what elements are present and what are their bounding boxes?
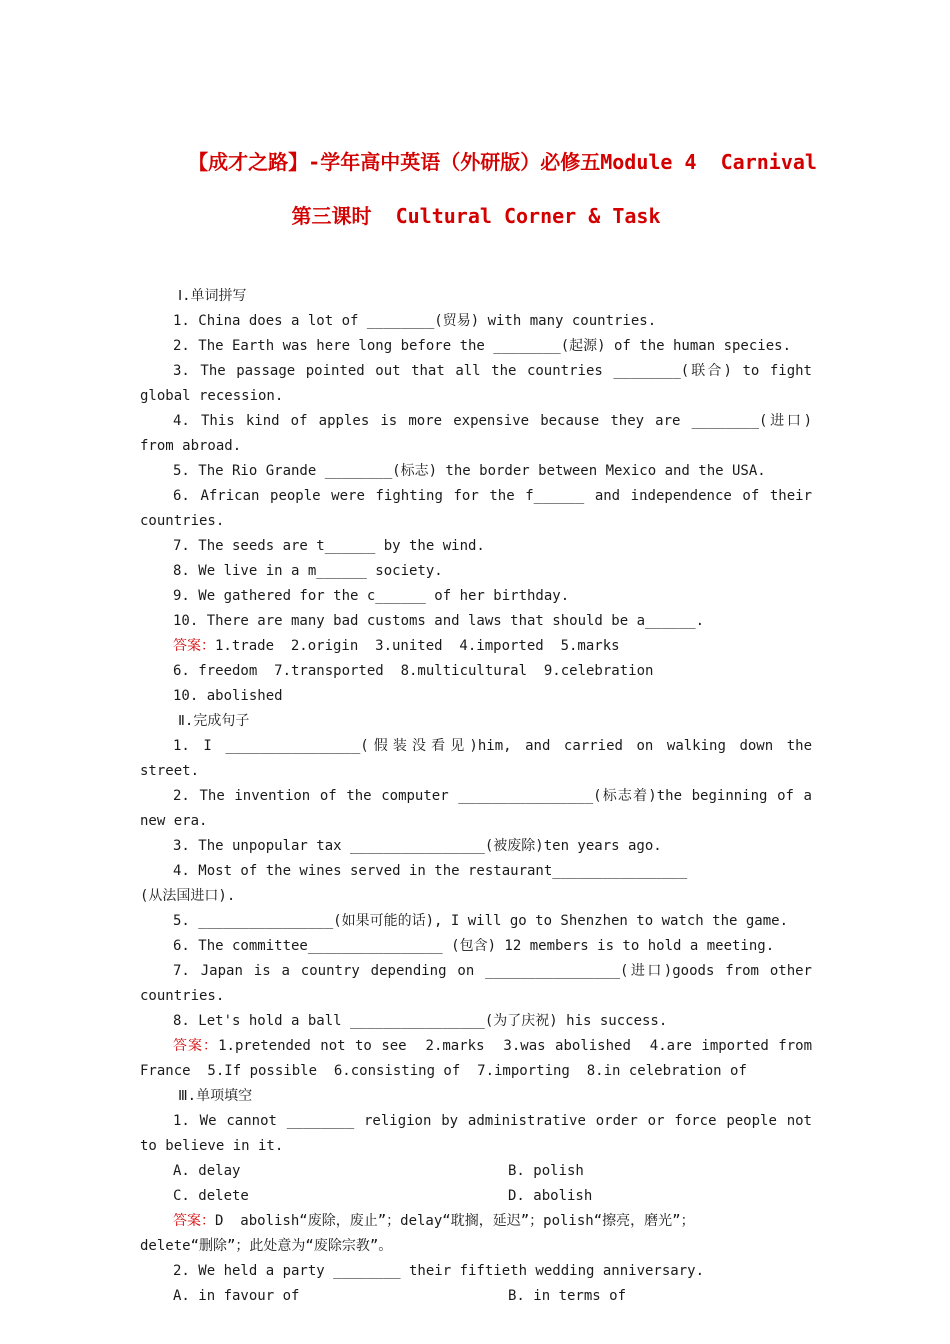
option-a: A. delay xyxy=(173,1163,241,1179)
question-1-3-cont: global recession. xyxy=(140,388,284,404)
answer-3 xyxy=(140,1209,812,1234)
question-1-6-cont: countries. xyxy=(140,513,225,529)
option-b: B. polish xyxy=(508,1163,584,1179)
title-line-2: 第三课时 Cultural Corner & Task xyxy=(291,204,661,228)
question-1-10: 10. There are many bad customs and laws that should be a______. xyxy=(173,613,705,629)
question-2-1-cont: street. xyxy=(140,763,200,779)
section-heading-3: Ⅲ.单项填空 xyxy=(178,1088,253,1104)
document-title xyxy=(140,122,817,284)
document-page xyxy=(140,122,817,1309)
option-d: D. abolish xyxy=(508,1188,593,1204)
options-row-cd xyxy=(140,1184,812,1209)
question-1-8: 8. We live in a m______ society. xyxy=(173,563,443,579)
question-1-1: 1. China does a lot of ________(贸易) with many countries. xyxy=(173,313,657,329)
answer-1 xyxy=(140,634,812,659)
section-heading-2: Ⅱ.完成句子 xyxy=(178,713,250,729)
question-3-1-cont: to believe in it. xyxy=(140,1138,284,1154)
question-1-4: 4. This kind of apples is more expensive because they are ________(进口) xyxy=(173,413,812,429)
option-c: C. delete xyxy=(173,1188,249,1204)
question-3-2: 2. We held a party ________ their fiftieth wedding anniversary. xyxy=(173,1263,705,1279)
answer-1-cont: 6. freedom 7.transported 8.multicultural 9.celebration xyxy=(173,663,654,679)
title-line-1: 【成才之路】-学年高中英语（外研版）必修五Module 4 Carnival xyxy=(188,150,817,174)
question-1-7: 7. The seeds are t______ by the wind. xyxy=(173,538,485,554)
option-b: B. in terms of xyxy=(508,1288,627,1304)
question-2-6: 6. The committee________________ (包含) 12 members is to hold a meeting. xyxy=(173,938,775,954)
section-heading-1: Ⅰ.单词拼写 xyxy=(178,288,247,304)
question-2-1: 1. I ________________(假装没看见)him, and carried on walking down the xyxy=(173,738,812,754)
question-1-4-cont: from abroad. xyxy=(140,438,242,454)
question-1-3: 3. The passage pointed out that all the countries ________(联合) to fight xyxy=(173,363,812,379)
question-1-5: 5. The Rio Grande ________(标志) the border between Mexico and the USA. xyxy=(173,463,766,479)
question-3-1: 1. We cannot ________ religion by administrative order or force people not xyxy=(173,1113,812,1129)
answer-text: D abolish“废除，废止”；delay“耽搁，延迟”；polish“擦亮，磨光”； xyxy=(215,1213,695,1229)
answer-label: 答案： xyxy=(173,638,215,654)
question-2-2: 2. The invention of the computer ________________(标志着)the beginning of a xyxy=(173,788,812,804)
answer-text: 1.trade 2.origin 3.united 4.imported 5.marks xyxy=(215,638,620,654)
question-2-4: 4. Most of the wines served in the restaurant________________ xyxy=(173,863,688,879)
question-2-4-cont: (从法国进口). xyxy=(140,888,236,904)
options-row-ab xyxy=(140,1159,812,1184)
question-1-2: 2. The Earth was here long before the ________(起源) of the human species. xyxy=(173,338,792,354)
answer-2 xyxy=(140,1034,812,1059)
option-a: A. in favour of xyxy=(173,1288,300,1304)
question-2-7: 7. Japan is a country depending on ________________(进口)goods from other xyxy=(173,963,812,979)
answer-label: 答案： xyxy=(173,1038,219,1054)
question-1-6: 6. African people were fighting for the f______ and independence of their xyxy=(173,488,812,504)
question-2-5: 5. ________________(如果可能的话), I will go to Shenzhen to watch the game. xyxy=(173,913,789,929)
question-2-7-cont: countries. xyxy=(140,988,225,1004)
options-row-ab-2 xyxy=(140,1284,812,1309)
question-2-2-cont: new era. xyxy=(140,813,208,829)
answer-label: 答案： xyxy=(173,1213,215,1229)
answer-1-cont-2: 10. abolished xyxy=(173,688,283,704)
question-2-8: 8. Let's hold a ball ________________(为了庆祝) his success. xyxy=(173,1013,668,1029)
answer-2-cont: France 5.If possible 6.consisting of 7.importing 8.in celebration of xyxy=(140,1063,747,1079)
question-1-9: 9. We gathered for the c______ of her birthday. xyxy=(173,588,570,604)
answer-3-cont: delete“删除”；此处意为“废除宗教”。 xyxy=(140,1238,393,1254)
question-2-3: 3. The unpopular tax ________________(被废除)ten years ago. xyxy=(173,838,662,854)
answer-text: 1.pretended not to see 2.marks 3.was abolished 4.are imported from xyxy=(218,1038,812,1054)
